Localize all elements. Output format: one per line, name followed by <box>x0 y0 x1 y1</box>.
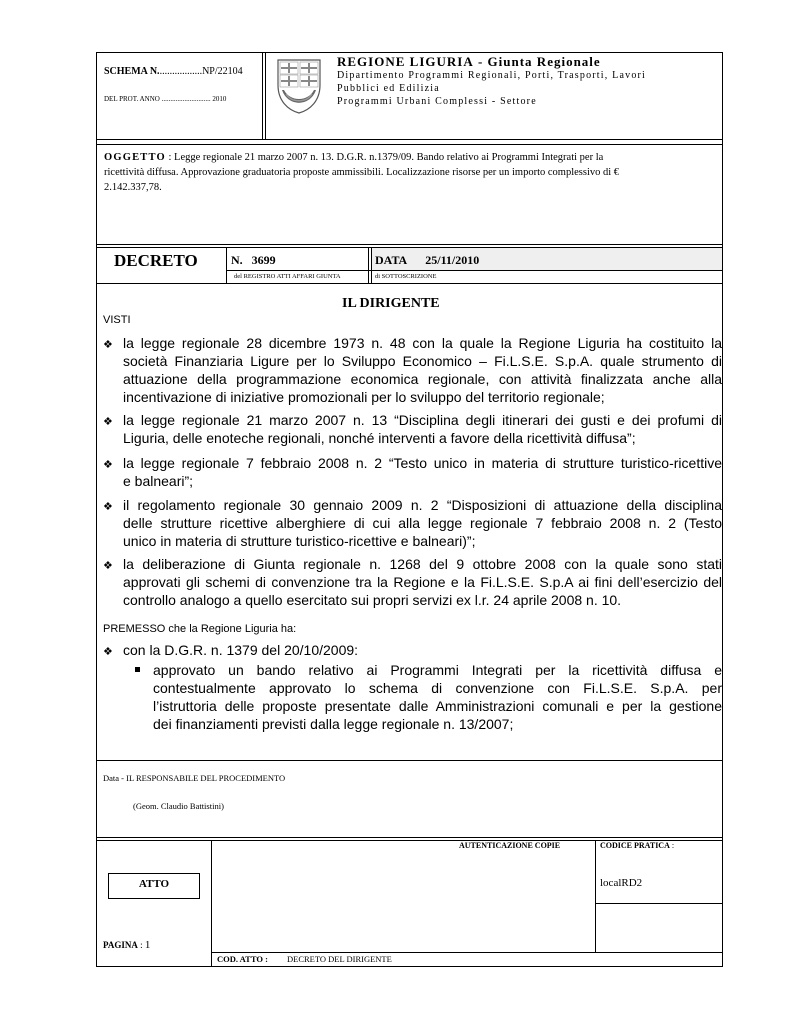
pagina-line <box>103 939 150 951</box>
oggetto-line-1: : Legge regionale 21 marzo 2007 n. 13. D.G.R. n.1379/09. Bando relativo ai Programmi Integrati per la <box>168 152 604 163</box>
schema-number: NP/22104 <box>202 66 243 77</box>
diamond-bullet-icon: ❖ <box>103 416 113 428</box>
decreto-data-line <box>375 253 479 268</box>
regione-liguria-logo-icon <box>274 57 324 115</box>
pagina-label: PAGINA <box>103 940 138 950</box>
decreto-label: DECRETO <box>114 251 198 270</box>
visti-item-4: il regolamento regionale 30 gennaio 2009 n. 2 “Disposizioni di attuazione della disciplina delle strutture ricettive alberghiere di cui alla legge regionale 7 febbraio 2008 n. 2 (Testo unico in materia di strutture turistico-ricettive e balneari)”; <box>123 497 722 549</box>
dept-line-2: Pubblici ed Edilizia <box>337 83 440 94</box>
schema-line <box>104 66 243 77</box>
region-subtitle: - Giunta Regionale <box>477 54 601 69</box>
square-bullet-icon <box>135 667 140 672</box>
dept-line-1: Dipartimento Programmi Regionali, Porti, Trasporti, Lavori <box>337 70 647 81</box>
cod-atto-value: DECRETO DEL DIRIGENTE <box>287 954 392 964</box>
codice-pratica-label: CODICE PRATICA <box>600 841 670 850</box>
prot-year: 2010 <box>212 95 227 103</box>
oggetto-label: OGGETTO <box>104 152 166 163</box>
region-title-line <box>337 54 601 70</box>
diamond-bullet-icon: ❖ <box>103 459 113 471</box>
diamond-bullet-icon: ❖ <box>103 501 113 513</box>
premesso-label: PREMESSO che la Regione Liguria ha: <box>103 623 297 635</box>
prot-label: DEL PROT. ANNO <box>104 95 160 103</box>
decreto-n-sub: del REGISTRO ATTI AFFARI GIUNTA <box>234 273 341 280</box>
oggetto-line-2: ricettività diffusa. Approvazione graduatoria proposte ammissibili. Localizzazione risorse per un importo complessivo di € <box>104 167 620 178</box>
schema-dots: ................. <box>159 66 203 77</box>
oggetto-line-3: 2.142.337,78. <box>104 182 162 193</box>
visti-label: VISTI <box>103 314 131 326</box>
prot-line <box>104 95 226 103</box>
premesso-sub-item: approvato un bando relativo ai Programmi Integrati per la ricettività diffusa e contestualmente approvato lo schema di convenzione con Fi.L.S.E. S.p.A. per l’istruttoria delle proposte presentate dalle Amministrazioni comunali e per la gestione dei finanziamenti previsti dalla legge regionale n. 13/2007; <box>153 662 722 732</box>
cod-atto-label: COD. ATTO : <box>217 954 268 964</box>
codice-pratica-value: localRD2 <box>600 877 643 889</box>
decreto-data-sub: di SOTTOSCRIZIONE <box>375 273 437 280</box>
decreto-data-value: 25/11/2010 <box>425 253 480 267</box>
pagina-sep: : <box>140 940 143 950</box>
decreto-n-value: 3699 <box>251 253 276 267</box>
codice-pratica-line <box>600 841 674 850</box>
prot-dots: ............................ <box>161 95 211 103</box>
oggetto-block <box>104 150 718 195</box>
codice-pratica-sep: : <box>671 841 675 850</box>
atto-label: ATTO <box>138 878 170 890</box>
visti-item-1: la legge regionale 28 dicembre 1973 n. 48 con la quale la Regione Liguria ha costituito la società Finanziaria Ligure per lo Sviluppo Economico – Fi.L.S.E. S.p.A. quale strumento di attuazione della programmazione economica regionale, con attività finalizzata anche alla incentivazione di iniziative promozionali per lo sviluppo del territorio regionale; <box>123 335 722 405</box>
visti-item-5: la deliberazione di Giunta regionale n. 1268 del 9 ottobre 2008 con la quale sono stati approvati gli schemi di convenzione tra la Regione e la Fi.L.S.E. S.p.A ai fini dell’esercizio del controllo analogo a quello esercitato sui propri servizi ex l.r. 24 aprile 2008 n. 10. <box>123 556 722 608</box>
decreto-n-line <box>231 253 276 268</box>
decreto-data-label: DATA <box>375 253 408 267</box>
visti-item-3: la legge regionale 7 febbraio 2008 n. 2 “Testo unico in materia di strutture turistico-ricettive e balneari”; <box>123 455 722 489</box>
schema-label: SCHEMA N. <box>104 66 160 77</box>
region-title: REGIONE LIGURIA <box>337 54 474 69</box>
autenticazione-label: AUTENTICAZIONE COPIE <box>459 841 561 850</box>
diamond-bullet-icon: ❖ <box>103 646 113 658</box>
diamond-bullet-icon: ❖ <box>103 560 113 572</box>
diamond-bullet-icon: ❖ <box>103 339 113 351</box>
dirigente-heading: IL DIRIGENTE <box>342 296 440 311</box>
pagina-value: 1 <box>144 939 151 951</box>
premesso-item: con la D.G.R. n. 1379 del 20/10/2009: <box>123 642 359 658</box>
responsabile-label: Data - IL RESPONSABILE DEL PROCEDIMENTO <box>103 773 286 783</box>
decreto-n-label: N. <box>231 253 243 267</box>
responsabile-name: (Geom. Claudio Battistini) <box>133 801 224 811</box>
visti-item-2: la legge regionale 21 marzo 2007 n. 13 “Disciplina degli itinerari dei gusti e dei profumi di Liguria, delle enoteche regionali, nonché interventi a favore della ricettività diffusa”; <box>123 412 722 446</box>
dept-line-3: Programmi Urbani Complessi - Settore <box>337 96 537 107</box>
